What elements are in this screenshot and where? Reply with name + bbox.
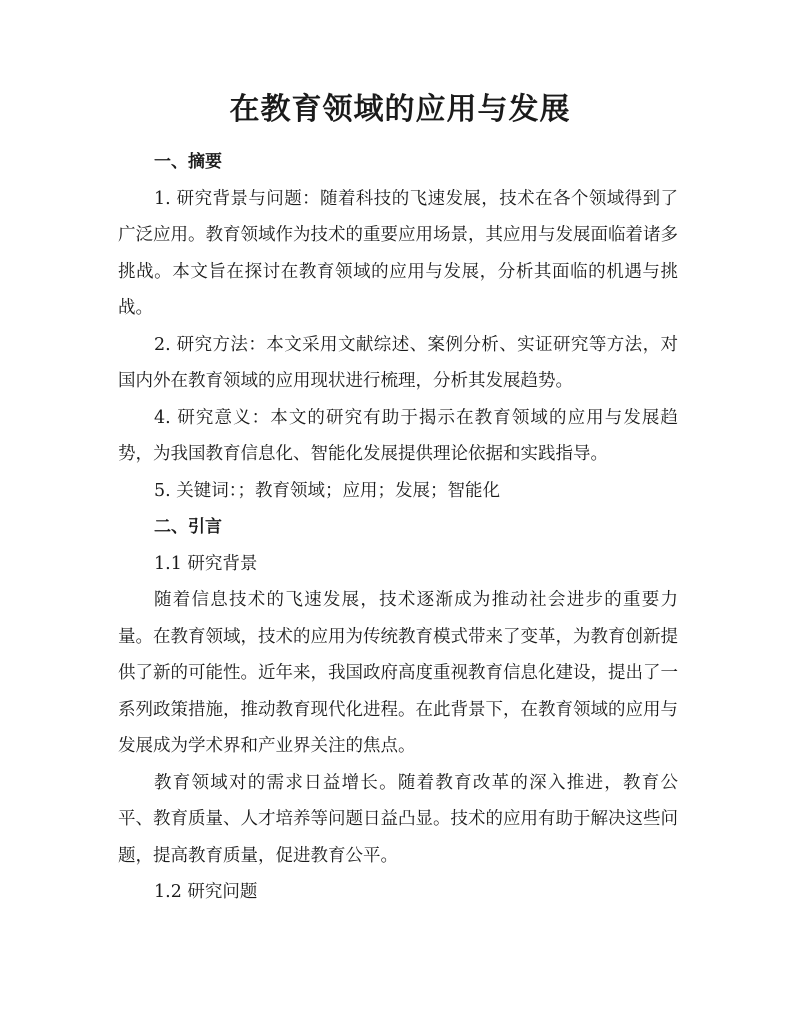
- abstract-paragraph-keywords: 5. 关键词：；教育领域；应用；发展；智能化: [154, 480, 501, 501]
- subsection-heading-questions: 1.2 研究问题: [154, 882, 258, 902]
- section-heading-abstract: 一、摘要: [154, 152, 222, 172]
- document-title: 在教育领域的应用与发展: [229, 92, 571, 127]
- intro-paragraph-1: 随着信息技术的飞速发展，技术逐渐成为推动社会进步的重要力量。在教育领域，技术的应用为传统教育模式带来了变革，为教育创新提供了新的可能性。近年来，我国政府高度重视教育信息化建设，提出了一系列政策措施，推动教育现代化进程。在此背景下，在教育领域的应用与发展成为学术界和产业界关注的焦点。: [118, 590, 678, 756]
- abstract-paragraph-method: 2. 研究方法：本文采用文献综述、案例分析、实证研究等方法，对国内外在教育领域的应用现状进行梳理，分析其发展趋势。: [118, 334, 678, 391]
- abstract-paragraph-background: 1. 研究背景与问题：随着科技的飞速发展，技术在各个领域得到了广泛应用。教育领域作为技术的重要应用场景，其应用与发展面临着诸多挑战。本文旨在探讨在教育领域的应用与发展，分析其面临的机遇与挑战。: [118, 188, 678, 318]
- section-heading-introduction: 二、引言: [154, 517, 222, 537]
- subsection-heading-background: 1.1 研究背景: [154, 553, 258, 574]
- abstract-paragraph-significance: 4. 研究意义：本文的研究有助于揭示在教育领域的应用与发展趋势，为我国教育信息化、智能化发展提供理论依据和实践指导。: [118, 407, 678, 464]
- intro-paragraph-2: 教育领域对的需求日益增长。随着教育改革的深入推进，教育公平、教育质量、人才培养等问题日益凸显。技术的应用有助于解决这些问题，提高教育质量，促进教育公平。: [118, 772, 678, 866]
- document-body: [118, 144, 678, 911]
